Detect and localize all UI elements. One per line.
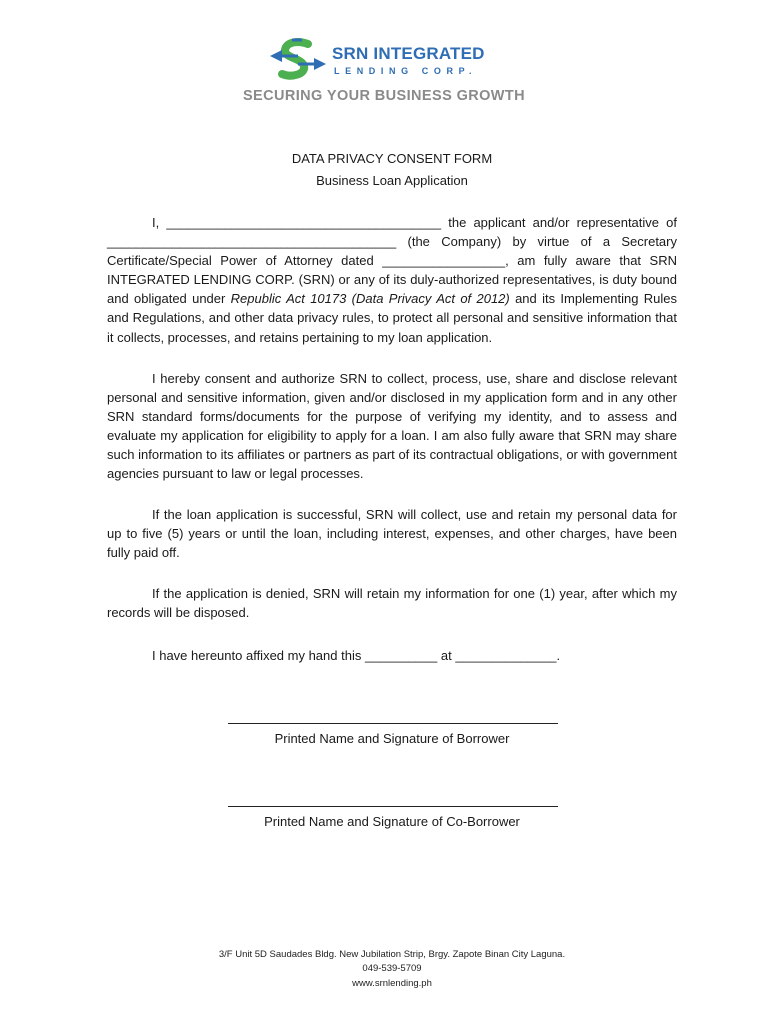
paragraph-affixed xyxy=(107,646,677,665)
form-title: DATA PRIVACY CONSENT FORM xyxy=(291,151,493,166)
paragraph-approved-retention xyxy=(107,505,677,562)
paragraph-denied-retention-text: If the application is denied, SRN will retain my information for one (1) year, after which my records will be disposed. xyxy=(107,586,677,621)
company-logo xyxy=(268,36,508,86)
paragraph-awareness-text-a: I, ______________________________________ the applicant and/or representative of ________________________________________ (the Company) by virtue of a Secretary Certificate/Special Power of Attorney dated _________________, am fully aware that SRN INTEGRATED LENDING CORP. (SRN) or any of its duly-authorized representatives, is duty bound and obligated under xyxy=(107,215,677,307)
form-subtitle: Business Loan Application xyxy=(316,173,468,188)
paragraph-awareness xyxy=(107,213,677,347)
tagline: SECURING YOUR BUSINESS GROWTH xyxy=(242,88,526,104)
footer-address: 3/F Unit 5D Saudades Bldg. New Jubilation Strip, Brgy. Zapote Binan City Laguna. xyxy=(218,949,566,960)
paragraph-approved-retention-text: If the loan application is successful, SRN will collect, use and retain my personal data for up to five (5) years or until the loan, including interest, expenses, and other charges, have been fully paid off. xyxy=(107,507,677,561)
co-borrower-signature-label: Printed Name and Signature of Co-Borrower xyxy=(264,814,520,829)
footer-phone: 049-539-5709 xyxy=(362,963,422,974)
paragraph-consent-text: I hereby consent and authorize SRN to collect, process, use, share and disclose relevant personal and sensitive information, given and/or disclosed in my application form and in any other SRN standard forms/documents for the purpose of verifying my identity, and to assess and evaluate my application for eligibility to apply for a loan. I am also fully aware that SRN may share such information to its affiliates or partners as part of its contractual obligations, or with government agencies pursuant to law or legal processes. xyxy=(107,371,677,482)
borrower-signature-label: Printed Name and Signature of Borrower xyxy=(274,731,510,746)
co-borrower-signature-line xyxy=(228,806,558,807)
paragraph-awareness-text-b: and its Implementing Rules and Regulations, and other data privacy rules, to protect all personal and sensitive information that it collects, processes, and retains pertaining to my loan application. xyxy=(107,291,677,345)
borrower-signature-line xyxy=(228,723,558,724)
paragraph-consent xyxy=(107,369,677,484)
brand-subtitle: LENDING CORP. xyxy=(334,66,478,76)
srn-s-arrows-logo-icon xyxy=(268,36,328,84)
brand-name: SRN INTEGRATED xyxy=(332,44,485,63)
footer-website: www.srnlending.ph xyxy=(352,978,432,989)
law-reference: Republic Act 10173 (Data Privacy Act of 2012) xyxy=(230,291,510,307)
paragraph-denied-retention xyxy=(107,584,677,622)
paragraph-affixed-text: I have hereunto affixed my hand this __________ at ______________. xyxy=(152,648,561,663)
